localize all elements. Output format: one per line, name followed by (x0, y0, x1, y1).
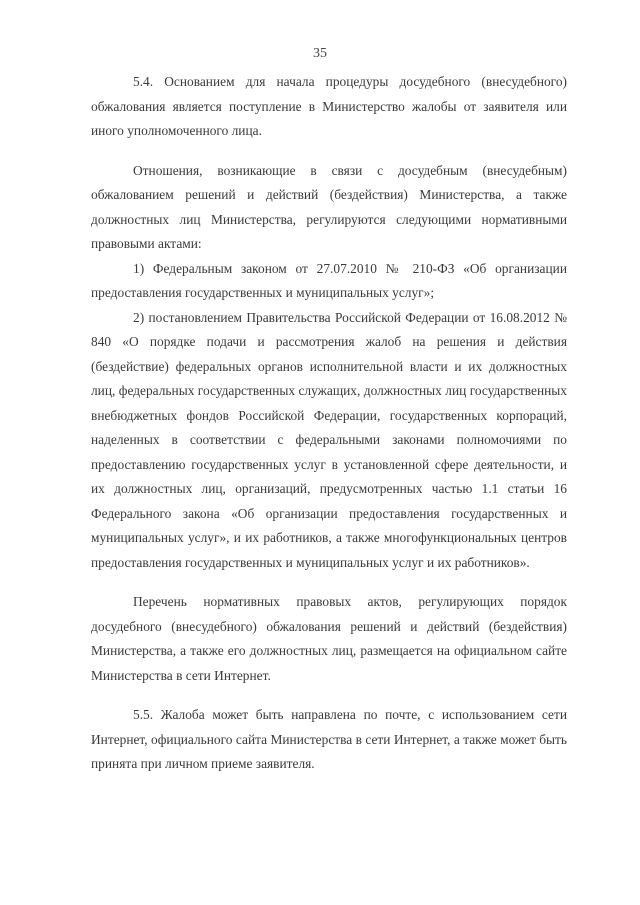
page-number: 35 (313, 46, 327, 61)
paragraph-5-5: 5.5. Жалоба может быть направлена по почте, с использованием сети Интернет, официального сайта Министерства в сети Интернет, а также может быть принята при личном приеме заявителя. (91, 707, 567, 771)
paragraph-relations: Отношения, возникающие в связи с досудебным (внесудебным) обжалованием решений и действий (бездействия) Министерства, а также должностных лиц Министерства, регулируются следующими нормативными правовыми актами: (91, 162, 567, 251)
paragraph-5-4: 5.4. Основанием для начала процедуры досудебного (внесудебного) обжалования является поступление в Министерство жалобы от заявителя или иного уполномоченного лица. (91, 74, 567, 138)
paragraph-federal-law: 1) Федеральным законом от 27.07.2010 № 210-ФЗ «Об организации предоставления государственных и муниципальных услуг»; (91, 260, 567, 300)
paragraph-government-decree: 2) постановлением Правительства Российской Федерации от 16.08.2012 № 840 «О порядке подачи и рассмотрения жалоб на решения и действия (бездействие) федеральных органов исполнительной власти и их должностных лиц, федеральных государственных служащих, должностных лиц государственных внебюджетных фондов Российской Федерации, государственных корпораций, наделенных в соответствии с федеральными законами полномочиями по предоставлению государственных услуг в установленной сфере деятельности, и их должностных лиц, организаций, предусмотренных частью 1.1 статьи 16 Федерального закона «Об организации предоставления государственных и муниципальных услуг», и их работников, а также многофункциональных центров предоставления государственных и муниципальных услуг и их работников». (91, 309, 567, 570)
paragraph-list-of-acts: Перечень нормативных правовых актов, регулирующих порядок досудебного (внесудебного) обжалования решений и действий (бездействия) Министерства, а также его должностных лиц, размещается на официальном сайте Министерства в сети Интернет. (91, 594, 567, 683)
document-body (91, 70, 567, 777)
